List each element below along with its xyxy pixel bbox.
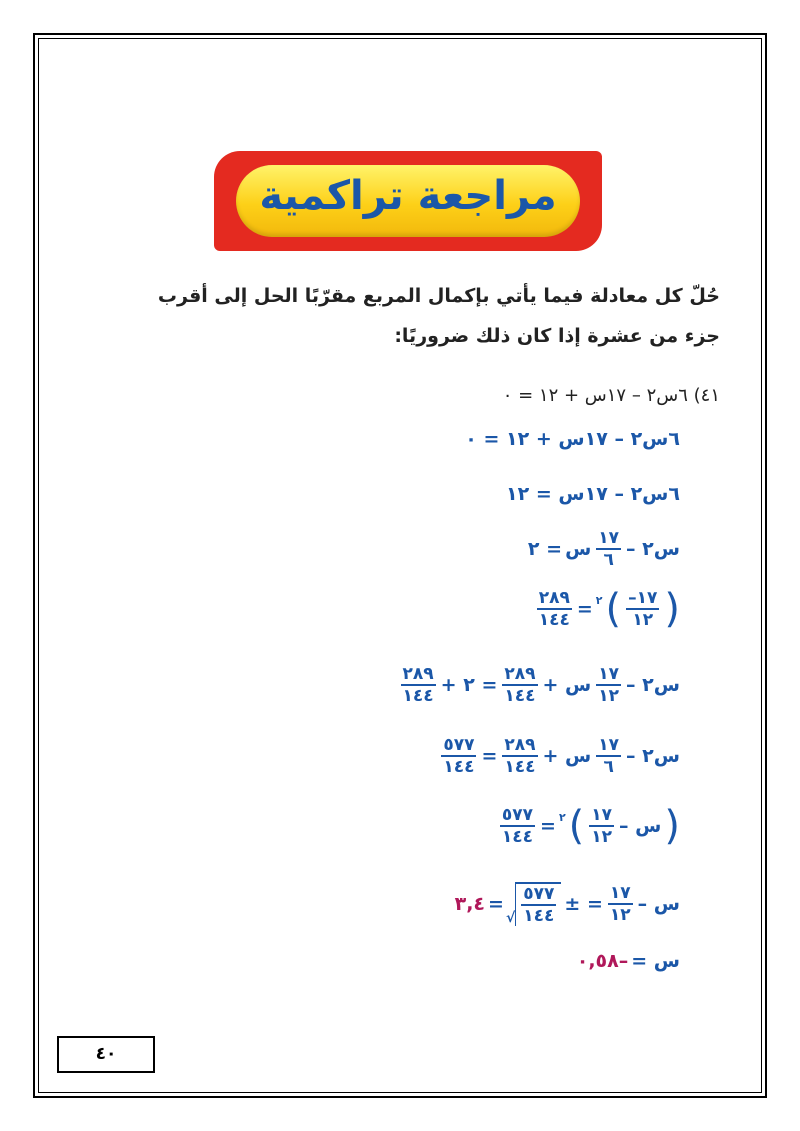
fraction: $\frac{٢٨٩}{١٤٤}$	[504, 735, 536, 777]
fraction: $\frac{١٧-}{١٢}$	[628, 588, 658, 630]
fraction: $\frac{١٧}{١٢}$	[598, 664, 620, 706]
step-9: س = –٠,٥٨	[576, 950, 680, 972]
approx-result: ٣,٤	[454, 893, 486, 915]
step-1	[465, 428, 680, 450]
title-banner	[214, 151, 602, 251]
problem-41	[503, 385, 720, 406]
step-7: ( س – $\frac{١٧}{١٢}$ ) ٢ = $\frac{٥٧٧}{١٤٤}$	[501, 803, 680, 849]
fraction: $\frac{١٧}{٦}$	[598, 528, 620, 570]
step-2-text: ٦س٢ – ١٧س = ١٢	[506, 483, 680, 505]
step-4: ( $\frac{١٧-}{١٢}$ ) ٢ = $\frac{٢٨٩}{١٤٤}$	[538, 586, 680, 632]
final-result: –٠,٥٨	[576, 950, 629, 972]
fraction: $\frac{٥٧٧}{١٤٤}$	[523, 884, 555, 926]
fraction: $\frac{٥٧٧}{١٤٤}$	[443, 735, 475, 777]
problem-equation: ٦س٢ – ١٧س + ١٢ = ٠	[502, 385, 688, 406]
step-6: س٢ – $\frac{١٧}{٦}$ س + $\frac{٢٨٩}{١٤٤}$ = $\frac{٥٧٧}{١٤٤}$	[443, 735, 680, 777]
step-3: س٢ – $\frac{١٧}{٦}$ س = ٢	[527, 528, 680, 570]
fraction: $\frac{٢٨٩}{١٤٤}$	[402, 664, 434, 706]
problem-number: ٤١)	[693, 385, 720, 406]
section-title: مراجعة تراكمية	[259, 173, 557, 219]
step-2	[506, 483, 680, 505]
fraction: $\frac{١٧}{١٢}$	[591, 805, 613, 847]
step-3-lead: س٢ –	[626, 538, 680, 560]
page-number-box	[57, 1036, 155, 1073]
fraction: $\frac{١٧}{١٢}$	[609, 883, 631, 925]
fraction: $\frac{١٧}{٦}$	[598, 735, 620, 777]
fraction: $\frac{٢٨٩}{١٤٤}$	[504, 664, 536, 706]
page-number: ٤٠	[95, 1044, 117, 1064]
fraction: $\frac{٥٧٧}{١٤٤}$	[501, 805, 534, 847]
step-8: س – $\frac{١٧}{١٢}$ = ± $\frac{٥٧٧}{١٤٤}$ √ = ٣,٤	[454, 883, 680, 926]
square-root-symbol: $\frac{٥٧٧}{١٤٤}$ √	[507, 882, 561, 926]
instruction-line-1: حُلّ كل معادلة فيما يأتي بإكمال المربع مقرّبًا الحل إلى أقرب	[157, 285, 720, 307]
fraction: $\frac{٢٨٩}{١٤٤}$	[538, 588, 570, 630]
banner-yellow-pill	[236, 165, 580, 237]
step-1-text: ٦س٢ – ١٧س + ١٢ = ٠	[465, 428, 680, 450]
step-5: س٢ – $\frac{١٧}{١٢}$ س + $\frac{٢٨٩}{١٤٤}$ = ٢ + $\frac{٢٨٩}{١٤٤}$	[402, 664, 680, 706]
instruction-line-2: جزء من عشرة إذا كان ذلك ضروريًا:	[394, 325, 720, 347]
